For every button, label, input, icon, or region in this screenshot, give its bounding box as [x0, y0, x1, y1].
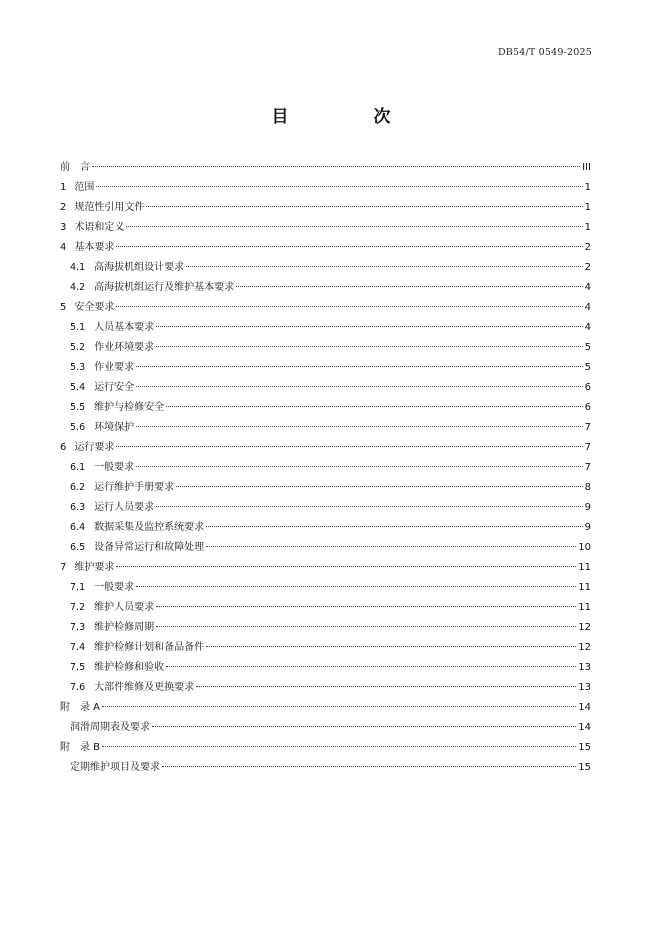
toc-entry-title: 大部件维修及更换要求 [94, 682, 195, 693]
toc-entry[interactable] [60, 338, 591, 358]
dot-leader [176, 486, 583, 487]
toc-entry-title: 规范性引用文件 [74, 202, 145, 213]
toc-entry-number: 1 [60, 182, 67, 193]
toc-entry-page: 2 [584, 262, 591, 273]
toc-entry-title: 高海拔机组运行及维护基本要求 [94, 282, 235, 293]
toc-entry-number: 7.1 [70, 582, 86, 593]
dot-leader [166, 666, 576, 667]
document-code: DB54/T 0549-2025 [497, 47, 592, 58]
toc-entry-number: 4 [60, 242, 67, 253]
toc-entry-title: 维护与检修安全 [94, 402, 165, 413]
toc-entry[interactable] [60, 358, 591, 378]
dot-leader [236, 286, 583, 287]
toc-entry[interactable] [60, 218, 591, 238]
toc-entry-page: 1 [584, 182, 591, 193]
toc-entry[interactable] [60, 738, 591, 758]
toc-entry-number: 5.2 [70, 342, 86, 353]
toc-entry-title: 术语和定义 [74, 222, 125, 233]
dot-leader [156, 606, 576, 607]
toc-entry-number: 7.4 [70, 642, 86, 653]
toc-entry-page: 6 [584, 382, 591, 393]
toc-entry-number: 7.5 [70, 662, 86, 673]
toc-entry-title: 维护要求 [74, 562, 115, 573]
toc-entry-page: 2 [584, 242, 591, 253]
toc-entry[interactable] [60, 418, 591, 438]
toc-entry-page: 1 [584, 202, 591, 213]
toc-entry-page: 10 [578, 542, 591, 553]
dot-leader [92, 166, 580, 167]
dot-leader [146, 206, 582, 207]
dot-leader [196, 686, 576, 687]
toc-entry[interactable] [60, 158, 591, 178]
dot-leader [102, 746, 576, 747]
toc-entry-number: 6.4 [70, 522, 86, 533]
toc-entry-title: 运行维护手册要求 [94, 482, 175, 493]
toc-entry-page: 11 [578, 602, 591, 613]
toc-entry-title: 维护检修周期 [94, 622, 155, 633]
toc-entry-page: 12 [578, 622, 591, 633]
toc-entry-page: 11 [578, 562, 591, 573]
toc-entry-page: 11 [578, 582, 591, 593]
toc-entry-number: 3 [60, 222, 67, 233]
toc-entry-number: 5.4 [70, 382, 86, 393]
dot-leader [186, 266, 583, 267]
toc-entry[interactable] [60, 398, 591, 418]
dot-leader [102, 706, 576, 707]
dot-leader [136, 366, 583, 367]
dot-leader [96, 186, 582, 187]
toc-entry[interactable] [60, 438, 591, 458]
toc-entry-page: 12 [578, 642, 591, 653]
toc-entry[interactable] [60, 498, 591, 518]
dot-leader [136, 586, 576, 587]
toc-entry-number: 4.2 [70, 282, 86, 293]
toc-entry[interactable] [60, 518, 591, 538]
toc-entry-title: 环境保护 [94, 422, 135, 433]
toc-entry[interactable] [60, 238, 591, 258]
toc-entry-page: 15 [578, 762, 591, 773]
toc-entry-page: 5 [584, 362, 591, 373]
toc-entry-title: 人员基本要求 [94, 322, 155, 333]
toc-title: 目 次 [271, 107, 425, 127]
toc-entry[interactable] [60, 258, 591, 278]
toc-entry-title: 安全要求 [74, 302, 115, 313]
toc-entry[interactable] [60, 198, 591, 218]
toc-entry[interactable] [60, 298, 591, 318]
dot-leader [156, 326, 583, 327]
toc-entry-number: 5.5 [70, 402, 86, 413]
toc-entry-number: 6.5 [70, 542, 86, 553]
toc-entry-page: 4 [584, 322, 591, 333]
toc-entry-page: 9 [584, 502, 591, 513]
toc-entry[interactable] [60, 718, 591, 738]
toc-entry[interactable] [60, 478, 591, 498]
toc-entry-number: 7.3 [70, 622, 86, 633]
toc-entry-number: 6.1 [70, 462, 86, 473]
toc-entry-title: 前 言 [60, 162, 90, 173]
toc-entry[interactable] [60, 618, 591, 638]
toc-entry-number: 5.3 [70, 362, 86, 373]
dot-leader [116, 446, 582, 447]
toc-entry[interactable] [60, 538, 591, 558]
toc-entry[interactable] [60, 598, 591, 618]
toc-entry-title: 范围 [74, 182, 95, 193]
toc-entry[interactable] [60, 378, 591, 398]
toc-entry-number: 6 [60, 442, 67, 453]
toc-entry[interactable] [60, 458, 591, 478]
toc-entry-number: 7.2 [70, 602, 86, 613]
toc-entry-title: 维护检修和验收 [94, 662, 165, 673]
toc-entry-title: 附 录 B [60, 742, 101, 753]
toc-entry-title: 维护检修计划和备品备件 [94, 642, 205, 653]
dot-leader [206, 646, 576, 647]
toc-entry-number: 5.1 [70, 322, 86, 333]
toc-entry-number: 7 [60, 562, 67, 573]
toc-entry-title: 润滑周期表及要求 [70, 722, 150, 733]
toc-entry-title: 定期维护项目及要求 [70, 762, 160, 773]
toc-entry-page: 7 [584, 462, 591, 473]
toc-entry[interactable] [60, 318, 591, 338]
toc-entry-page: 15 [578, 742, 591, 753]
dot-leader [136, 466, 583, 467]
toc-entry-number: 2 [60, 202, 67, 213]
toc-entry[interactable] [60, 698, 591, 718]
toc-entry[interactable] [60, 578, 591, 598]
toc-entry[interactable] [60, 758, 591, 778]
toc-entry-number: 5 [60, 302, 67, 313]
toc-entry-page: 4 [584, 282, 591, 293]
toc-entry-page: 9 [584, 522, 591, 533]
toc-entry-title: 运行人员要求 [94, 502, 155, 513]
dot-leader [136, 386, 583, 387]
dot-leader [152, 726, 576, 727]
toc-entry-title: 运行安全 [94, 382, 135, 393]
toc-entry-page: 14 [578, 722, 591, 733]
toc-entry-number: 6.3 [70, 502, 86, 513]
toc-entry-title: 附 录 A [60, 702, 101, 713]
toc-entry[interactable] [60, 638, 591, 658]
toc-entry-number: 7.6 [70, 682, 86, 693]
toc-entry-title: 基本要求 [74, 242, 115, 253]
toc-entry[interactable] [60, 678, 591, 698]
dot-leader [156, 506, 583, 507]
toc-entry-title: 数据采集及监控系统要求 [94, 522, 205, 533]
toc-entry[interactable] [60, 558, 591, 578]
toc-entry-number: 5.6 [70, 422, 86, 433]
toc-entry-title: 高海拔机组设计要求 [94, 262, 185, 273]
toc-entry-title: 一般要求 [94, 582, 135, 593]
toc-entry-title: 设备异常运行和故障处理 [94, 542, 205, 553]
toc-entry-number: 4.1 [70, 262, 86, 273]
toc-entry-page: 1 [584, 222, 591, 233]
dot-leader [126, 226, 582, 227]
dot-leader [156, 626, 576, 627]
toc-entry-title: 作业要求 [94, 362, 135, 373]
toc-entry-page: 13 [578, 682, 591, 693]
toc-entry-page: 7 [584, 422, 591, 433]
toc-entry[interactable] [60, 178, 591, 198]
toc-entry[interactable] [60, 658, 591, 678]
dot-leader [162, 766, 576, 767]
toc-entry-page: 4 [584, 302, 591, 313]
toc-entry-page: 14 [578, 702, 591, 713]
toc-entry-page: III [582, 162, 591, 173]
table-of-contents [60, 158, 591, 778]
toc-entry-title: 作业环境要求 [94, 342, 155, 353]
toc-entry-page: 5 [584, 342, 591, 353]
dot-leader [206, 526, 583, 527]
dot-leader [136, 426, 583, 427]
dot-leader [156, 346, 583, 347]
toc-entry-page: 8 [584, 482, 591, 493]
dot-leader [116, 306, 582, 307]
dot-leader [206, 546, 576, 547]
toc-entry-page: 6 [584, 402, 591, 413]
toc-entry[interactable] [60, 278, 591, 298]
toc-entry-number: 6.2 [70, 482, 86, 493]
dot-leader [116, 566, 576, 567]
toc-entry-page: 7 [584, 442, 591, 453]
toc-entry-page: 13 [578, 662, 591, 673]
dot-leader [166, 406, 583, 407]
toc-entry-title: 运行要求 [74, 442, 115, 453]
toc-entry-title: 维护人员要求 [94, 602, 155, 613]
dot-leader [116, 246, 582, 247]
toc-entry-title: 一般要求 [94, 462, 135, 473]
